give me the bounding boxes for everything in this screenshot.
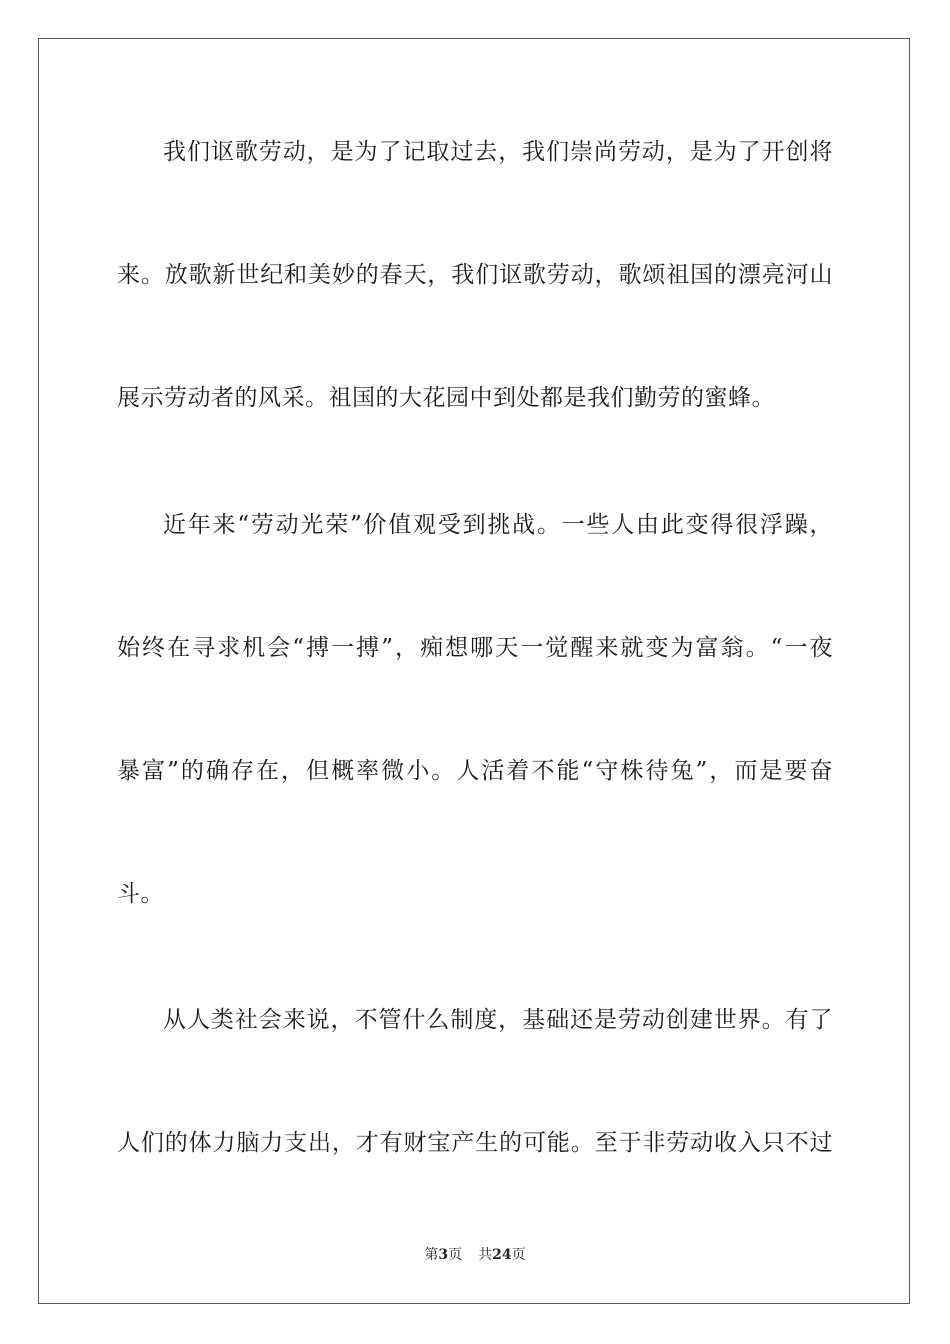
page-suffix: 页 xyxy=(448,1247,463,1263)
total-pages: 24 xyxy=(492,1247,512,1263)
paragraph-1-line-3: 展示劳动者的风采。祖国的大花园中到处都是我们勤劳的蜜蜂。 xyxy=(117,385,775,411)
paragraph-2-line-1: 近年来“劳动光荣”价值观受到挑战。一些人由此变得很浮躁， xyxy=(163,512,833,538)
page-border xyxy=(38,38,910,1304)
page-prefix: 第 xyxy=(424,1247,439,1263)
paragraph-2-line-3: 暴富”的确存在，但概率微小。人活着不能“守株待兔”，而是要奋 xyxy=(117,758,833,784)
paragraph-3-line-1: 从人类社会来说，不管什么制度，基础还是劳动创建世界。有了 xyxy=(163,1007,833,1033)
total-prefix: 共 xyxy=(478,1247,493,1263)
page-footer xyxy=(0,1246,950,1264)
paragraph-3-line-2: 人们的体力脑力支出，才有财宝产生的可能。至于非劳动收入只不过 xyxy=(117,1130,833,1156)
paragraph-1-line-1: 我们讴歌劳动，是为了记取过去，我们崇尚劳动，是为了开创将 xyxy=(163,139,833,165)
total-suffix: 页 xyxy=(511,1247,526,1263)
page-number: 3 xyxy=(438,1247,449,1263)
paragraph-2-line-4: 斗。 xyxy=(117,881,164,907)
paragraph-1-line-2: 来。放歌新世纪和美妙的春天，我们讴歌劳动，歌颂祖国的漂亮河山 xyxy=(117,262,833,288)
paragraph-2-line-2: 始终在寻求机会“搏一搏”，痴想哪天一觉醒来就变为富翁。“一夜 xyxy=(117,635,833,661)
